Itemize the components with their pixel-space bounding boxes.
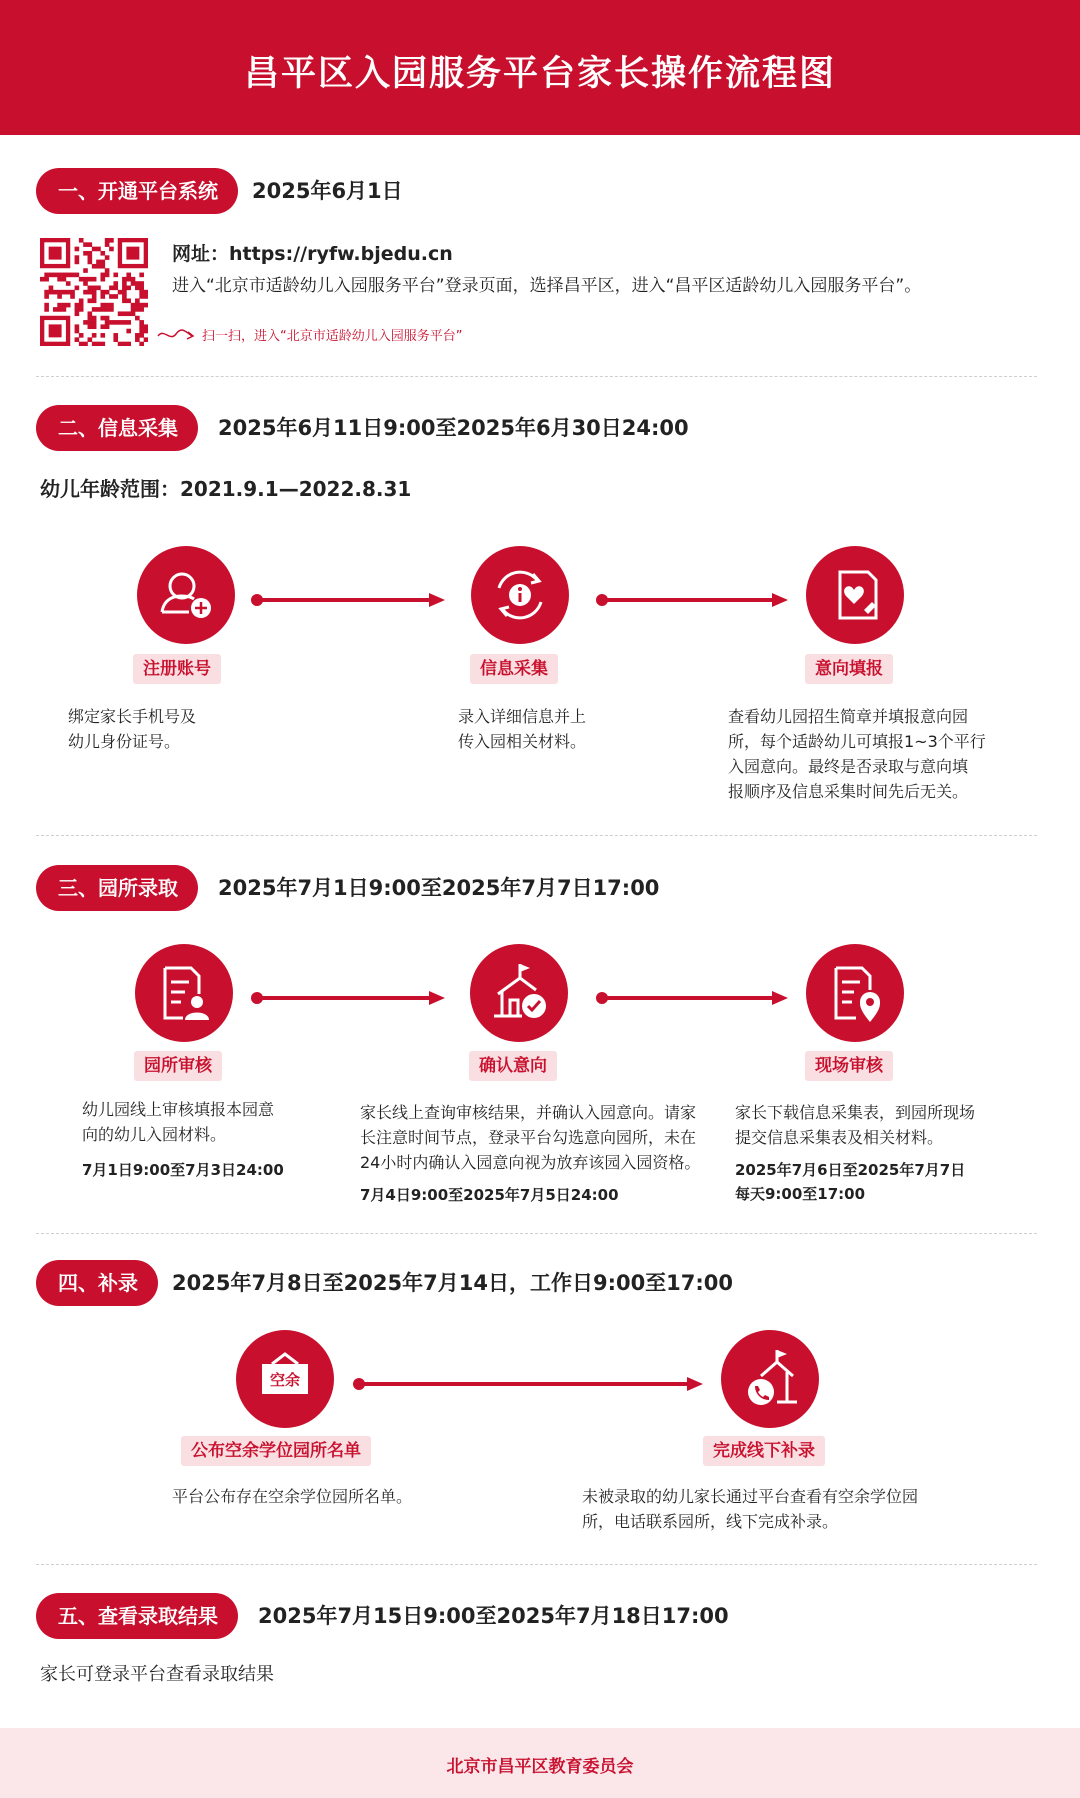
step-desc: 绑定家长手机号及 幼儿身份证号。 <box>68 707 197 751</box>
qr-code-icon <box>40 238 148 346</box>
step-title: 确认意向 <box>469 1051 557 1081</box>
step-desc: 幼儿园线上审核填报本园意 向的幼儿入园材料。 <box>82 1100 275 1144</box>
section1-desc: 进入“北京市适龄幼儿入园服务平台”登录页面，选择昌平区，进入“昌平区适龄幼儿入园服务平台”。 <box>172 276 922 296</box>
step-icon-circle <box>470 944 568 1042</box>
section5-desc: 家长可登录平台查看录取结果 <box>40 1664 274 1685</box>
page-header <box>0 0 1080 135</box>
flow-arrow <box>596 593 788 607</box>
phone-school-icon <box>721 1330 819 1428</box>
section5-label: 五、查看录取结果 <box>36 1593 238 1639</box>
step-title: 公布空余学位园所名单 <box>181 1436 371 1466</box>
step-desc: 查看幼儿园招生简章并填报意向园 所，每个适龄幼儿可填报1~3个平行 入园意向。最终是否录取与意向填 报顺序及信息采集时间先后无关。 <box>728 707 986 801</box>
section1-scan-hint: 扫一扫，进入“北京市适龄幼儿入园服务平台” <box>202 329 463 344</box>
vacancy-sign-text: 空余 <box>269 1371 301 1389</box>
divider <box>36 1233 1037 1234</box>
page-title: 昌平区入园服务平台家长操作流程图 <box>243 54 836 94</box>
document-location-icon <box>806 944 904 1042</box>
step-desc: 平台公布存在空余学位园所名单。 <box>172 1487 413 1506</box>
step-title: 意向填报 <box>805 654 893 684</box>
divider <box>36 835 1037 836</box>
section5-date: 2025年7月15日9:00至2025年7月18日17:00 <box>258 1604 729 1628</box>
step-icon-circle <box>806 546 904 644</box>
flow-arrow <box>596 991 788 1005</box>
step-icon-circle <box>137 546 235 644</box>
document-person-icon <box>135 944 233 1042</box>
step-title: 信息采集 <box>470 654 558 684</box>
divider <box>36 1564 1037 1565</box>
flow-arrow <box>251 593 445 607</box>
step-desc: 家长下载信息采集表，到园所现场 提交信息采集表及相关材料。 <box>735 1103 976 1147</box>
section4-label: 四、补录 <box>36 1260 158 1306</box>
heart-form-icon <box>806 546 904 644</box>
step-icon-circle <box>135 944 233 1042</box>
section1-url[interactable]: 网址：https://ryfw.bjedu.cn <box>172 243 453 265</box>
vacancy-sign-icon <box>236 1330 334 1428</box>
step-title: 园所审核 <box>134 1051 222 1081</box>
divider <box>36 376 1037 377</box>
flow-arrow <box>353 1377 703 1391</box>
section3-label: 三、园所录取 <box>36 865 198 911</box>
user-add-icon <box>137 546 235 644</box>
flow-arrow <box>251 991 445 1005</box>
step-time: 7月4日9:00至2025年7月5日24:00 <box>360 1186 619 1204</box>
step-time: 7月1日9:00至7月3日24:00 <box>82 1161 284 1179</box>
section1-label: 一、开通平台系统 <box>36 168 238 214</box>
section2-date: 2025年6月11日9:00至2025年6月30日24:00 <box>218 416 689 440</box>
step-icon-circle <box>721 1330 819 1428</box>
footer-org: 北京市昌平区教育委员会 <box>446 1757 634 1777</box>
step-desc: 录入详细信息并上 传入园相关材料。 <box>458 707 587 751</box>
step-title: 现场审核 <box>805 1051 893 1081</box>
step-icon-circle <box>236 1330 334 1428</box>
section1-date: 2025年6月1日 <box>252 179 403 203</box>
page-footer <box>0 1728 1080 1798</box>
step-title: 完成线下补录 <box>703 1436 825 1466</box>
age-range: 幼儿年龄范围：2021.9.1—2022.8.31 <box>40 477 412 501</box>
step-desc: 家长线上查询审核结果，并确认入园意向。请家 长注意时间节点，登录平台勾选意向园所，未在 24小时内确认入园意向视为放弃该园入园资格。 <box>360 1103 701 1172</box>
step-time: 2025年7月6日至2025年7月7日 每天9:00至17:00 <box>735 1161 966 1203</box>
school-check-icon <box>470 944 568 1042</box>
step-icon-circle <box>471 546 569 644</box>
step-title: 注册账号 <box>133 654 221 684</box>
step-desc: 未被录取的幼儿家长通过平台查看有空余学位园 所，电话联系园所，线下完成补录。 <box>582 1487 919 1531</box>
step-icon-circle <box>806 944 904 1042</box>
section2-label: 二、信息采集 <box>36 405 198 451</box>
swirl-arrow-icon <box>156 326 196 344</box>
section4-date: 2025年7月8日至2025年7月14日，工作日9:00至17:00 <box>172 1271 734 1295</box>
info-refresh-icon <box>471 546 569 644</box>
section3-date: 2025年7月1日9:00至2025年7月7日17:00 <box>218 876 660 900</box>
